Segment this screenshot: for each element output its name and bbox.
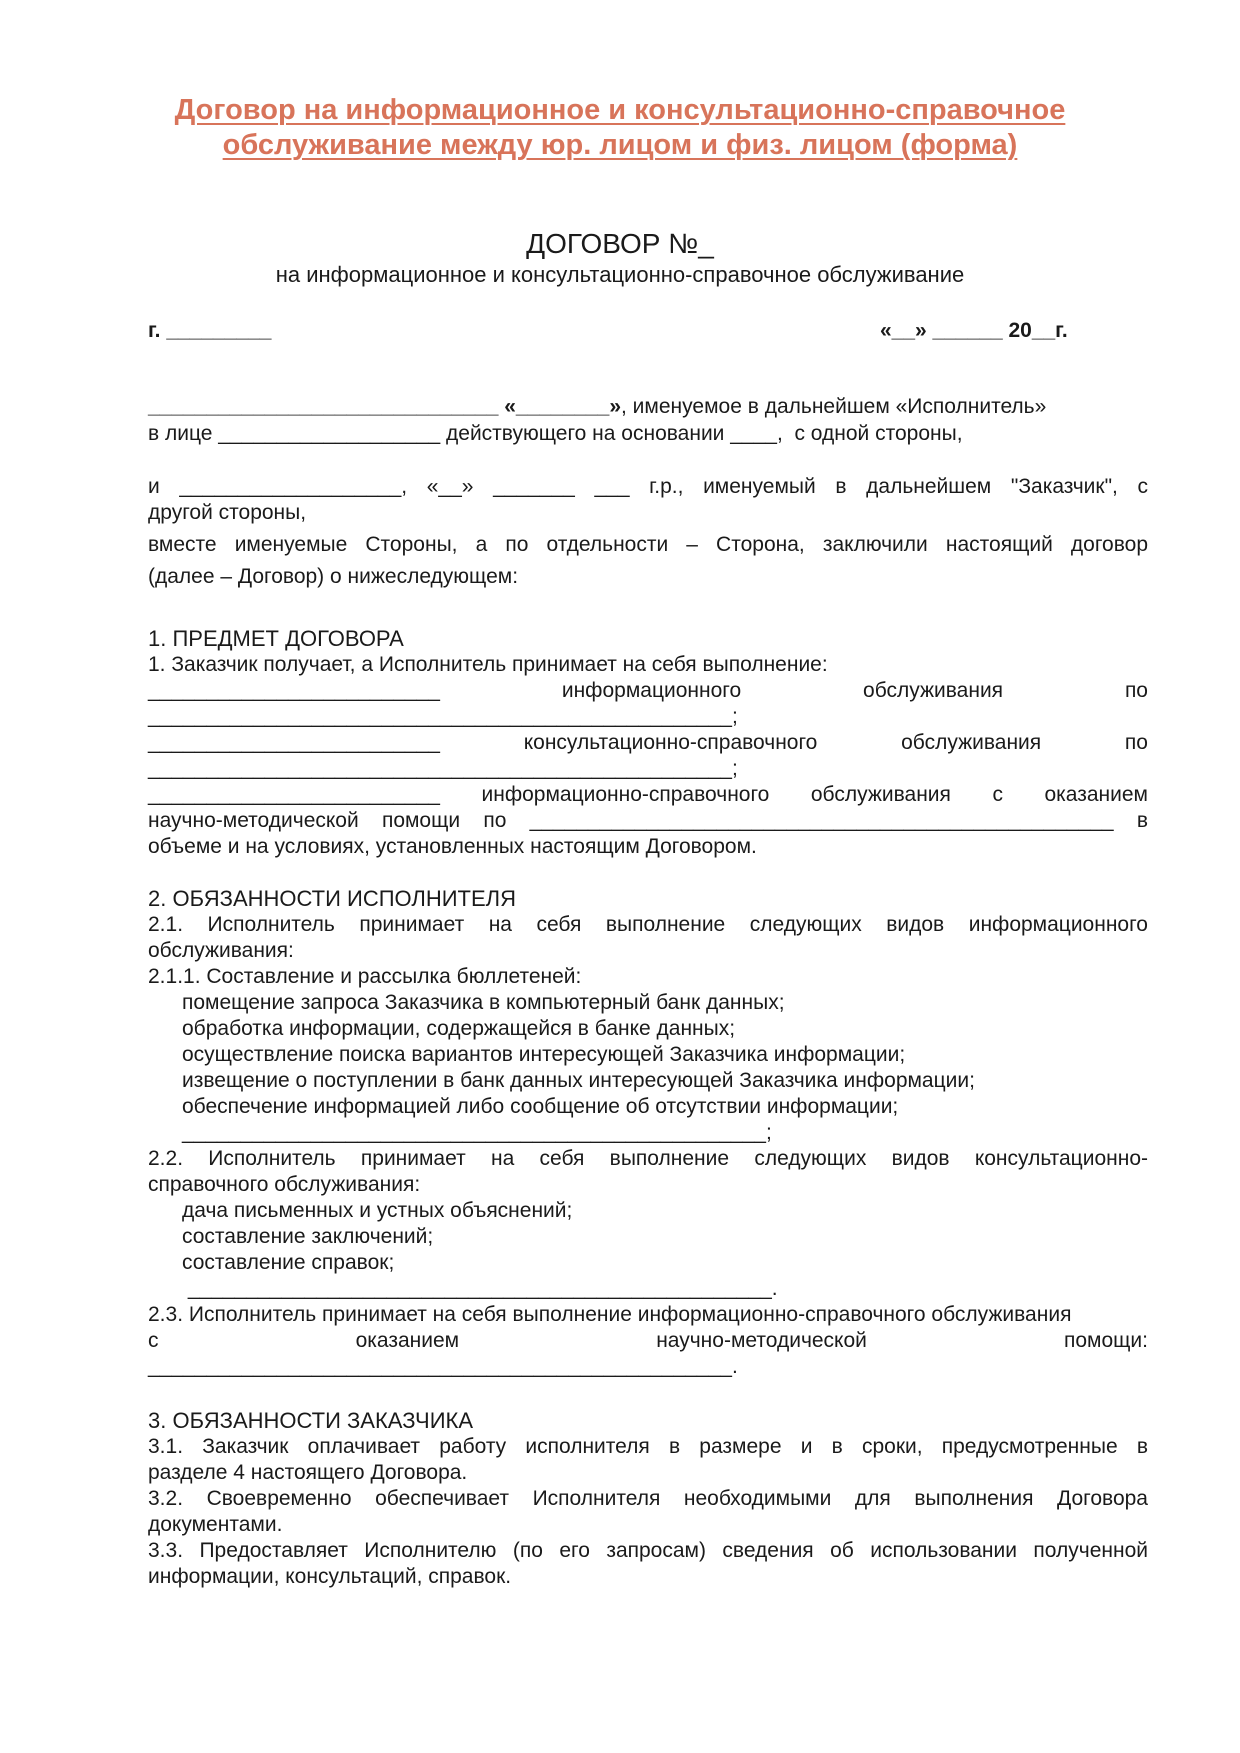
clause-2-2-line-1: 2.2. Исполнитель принимает на себя выполнение следующих видов консультационно- [148,1147,1148,1170]
row-2-word-1: консультационно-справочного [523,731,818,754]
clause-3-1-line-1: 3.1. Заказчик оплачивает работу исполнителя в размере и в сроки, предусмотренные в [148,1435,1148,1458]
clause-2-3-word-1: с [148,1329,159,1352]
row-3-word-4: оказанием [1044,783,1148,806]
clause-2-1-line-2: обслуживания: [148,939,294,962]
clause-2-2-item: составление справок; [182,1251,395,1274]
clause-2-1-line-1: 2.1. Исполнитель принимает на себя выполнение следующих видов информационного [148,913,1148,936]
row-3-word-1: информационно-справочного [481,783,770,806]
party-1-line-2: в лице ___________________ действующего на основании ____, с одной стороны, [148,422,963,445]
section-1-row-1-end: __________________________________________________; [148,705,738,728]
clause-2-3-line-2 [148,1328,1148,1354]
city-field: г. _________ [148,319,272,342]
row-3-word-3: с [992,783,1003,806]
clause-2-2-item: дача письменных и устных объяснений; [182,1199,573,1222]
section-3-title: 3. ОБЯЗАННОСТИ ЗАКАЗЧИКА [148,1408,473,1433]
party-2-line-1: и ___________________, «__» _______ ___ г.р., именуемый в дальнейшем "Заказчик", с [148,475,1148,498]
contract-subheading: на информационное и консультационно-справочное обслуживание [275,262,965,287]
section-1-row-4: научно-методической помощи по __________________________________________________ в [148,809,1148,832]
section-1-row-2 [148,730,1148,756]
clause-2-1-1-item: помещение запроса Заказчика в компьютерный банк данных; [182,991,785,1014]
section-2-title: 2. ОБЯЗАННОСТИ ИСПОЛНИТЕЛЯ [148,886,516,911]
party-1-designation: , именуемое в дальнейшем «Исполнитель» [621,395,1047,418]
row-3-blank: _________________________ [148,783,440,806]
clause-3-1-line-2: разделе 4 настоящего Договора. [148,1461,468,1484]
row-1-word-2: обслуживания [863,679,1004,702]
row-2-blank: _________________________ [148,731,440,754]
clause-2-3-line-1: 2.3. Исполнитель принимает на себя выполнение информационно-справочного обслуживания [148,1303,1072,1326]
clause-2-1-1: 2.1.1. Составление и рассылка бюллетеней: [148,965,582,988]
clause-2-3-line-3: __________________________________________________. [148,1355,738,1378]
section-1-title: 1. ПРЕДМЕТ ДОГОВОРА [148,626,404,651]
document-title-line-1: Договор на информационное и консультационно-справочное [174,94,1066,126]
clause-3-3-line-1: 3.3. Предоставляет Исполнителю (по его запросам) сведения об использовании полученной [148,1539,1148,1562]
document-title-line-2: обслуживание между юр. лицом и физ. лицом (форма) [222,129,1018,161]
clause-2-1-1-blank: __________________________________________________; [182,1121,772,1144]
parties-together-line-2: (далее – Договор) о нижеследующем: [148,565,519,588]
clause-2-1-1-item: обеспечение информацией либо сообщение об отсутствии информации; [182,1095,899,1118]
row-1-word-3: по [1124,679,1148,702]
parties-together-line-1: вместе именуемые Стороны, а по отдельности – Сторона, заключили настоящий договор [148,533,1148,556]
clause-2-3-word-4: помощи: [1063,1329,1148,1352]
row-3-word-2: обслуживания [810,783,951,806]
date-field: «__» ______ 20__г. [880,319,1068,342]
clause-2-2-item: составление заключений; [182,1225,434,1248]
row-1-word-1: информационного [561,679,742,702]
section-1-row-2-end: __________________________________________________; [148,757,738,780]
section-1-p1: 1. Заказчик получает, а Исполнитель принимает на себя выполнение: [148,653,828,676]
contract-heading: ДОГОВОР №_ [526,228,714,259]
row-2-word-2: обслуживания [901,731,1042,754]
party-1-name-blank: ______________________________ «________» [148,395,622,418]
clause-2-1-1-item: извещение о поступлении в банк данных интересующей Заказчика информации; [182,1069,975,1092]
clause-2-1-1-item: обработка информации, содержащейся в банке данных; [182,1017,736,1040]
row-2-word-3: по [1124,731,1148,754]
clause-2-2-line-2: справочного обслуживания: [148,1173,421,1196]
party-2-line-2: другой стороны, [148,501,307,524]
clause-3-2-line-1: 3.2. Своевременно обеспечивает Исполнителя необходимыми для выполнения Договора [148,1487,1148,1510]
clause-2-2-blank: __________________________________________________. [182,1277,778,1300]
clause-2-1-1-item: осуществление поиска вариантов интересующей Заказчика информации; [182,1043,906,1066]
section-1-row-3 [148,782,1148,808]
row-1-blank: _________________________ [148,679,440,702]
clause-3-2-line-2: документами. [148,1513,283,1536]
clause-2-3-word-2: оказанием [355,1329,460,1352]
section-1-row-5: объеме и на условиях, установленных настоящим Договором. [148,835,757,858]
clause-2-3-word-3: научно-методической [656,1329,867,1352]
party-1-line-1 [148,394,1046,420]
clause-3-3-line-2: информации, консультаций, справок. [148,1565,512,1588]
section-1-row-1 [148,678,1148,704]
